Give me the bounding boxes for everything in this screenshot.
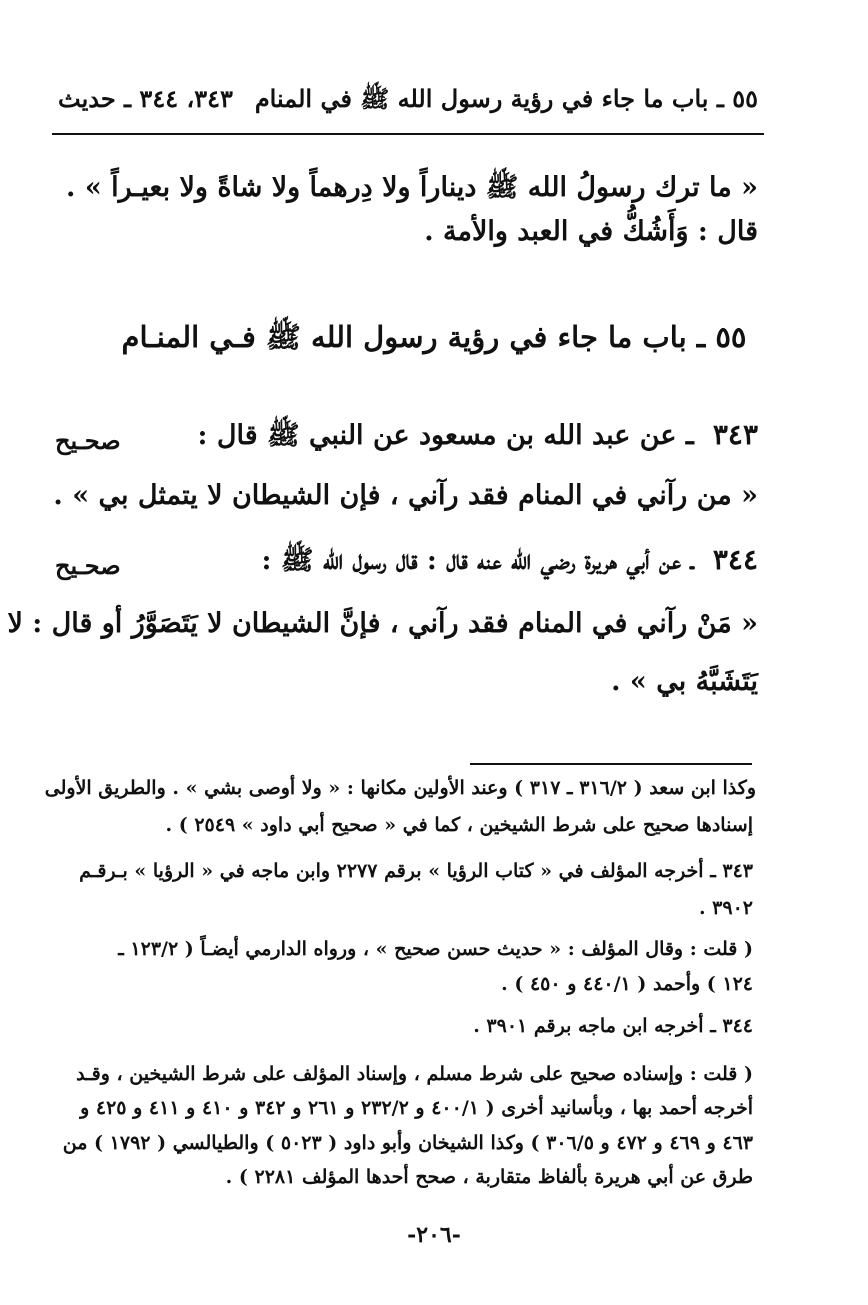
- footnote-line: ٤٦٣ و ٤٦٩ و ٤٧٢ و ٣٠٦/٥ ) وكذا الشيخان وأبو داود ( ٥٠٢٣ ) والطيالسي ( ١٧٩٢ ) من: [62, 1132, 753, 1154]
- hadith-number: ٣٤٣: [712, 418, 758, 451]
- hadith-intro: ـ عن أبي هريرة رضي الله عنه قال : قال رسول الله ﷺ :: [261, 545, 694, 576]
- footnote-line: طرق عن أبي هريرة بألفاظ متقاربة ، صحح أحدها المؤلف ٢٢٨١ ) .: [225, 1166, 753, 1188]
- page-number: -٢٠٦-: [407, 1222, 461, 1248]
- header-chapter-title: ٥٥ ـ باب ما جاء في رؤية رسول الله ﷺ في المنام: [254, 84, 758, 113]
- hadith-344-text-line-2: يَتَشَبَّهُ بي » .: [611, 666, 758, 697]
- chapter-title: ٥٥ ـ باب ما جاء في رؤية رسول الله ﷺ فـي المنـام: [121, 320, 747, 354]
- hadith-343-text: « من رآني في المنام فقد رآني ، فإن الشيطان لا يتمثل بي » .: [53, 480, 758, 511]
- footnote-line: ٣٩٠٢ .: [698, 897, 753, 919]
- footnote-line: وكذا ابن سعد ( ٣١٦/٢ ـ ٣١٧ ) وعند الأولين مكانها : « ولا أوصى بشي » . والطريق الأولى: [44, 777, 756, 799]
- continuation-line-2: قال : وَأَشُكُّ في العبد والأمة .: [424, 216, 758, 247]
- footnote-line: ( قلت : وقال المؤلف : « حديث حسن صحيح » ، ورواه الدارمي أيضـاً ( ١٢٣/٢ ـ: [118, 938, 753, 960]
- header-hadith-range: ٣٤٣، ٣٤٤ ـ حديث: [58, 84, 233, 113]
- footnote-line: ( قلت : وإسناده صحيح على شرط مسلم ، وإسناد المؤلف على شرط الشيخين ، وقـد: [76, 1063, 753, 1085]
- hadith-intro: ـ عن عبد الله بن مسعود عن النبي ﷺ قال :: [197, 420, 694, 451]
- footnote-line: أخرجه أحمد بها ، وبأسانيد أخرى ( ٤٠٠/١ و ٢٣٢/٢ و ٢٦١ و ٣٤٢ و ٤١٠ و ٤١١ و ٤٢٥ و: [80, 1097, 753, 1119]
- continuation-line-1: « ما ترك رسولُ الله ﷺ ديناراً ولا دِرهماً ولا شاةً ولا بعيـراً » .: [66, 172, 758, 203]
- hadith-number: ٣٤٤: [712, 543, 758, 576]
- footnote-line: ١٢٤ ) وأحمد ( ٤٤٠/١ و ٤٥٠ ) .: [501, 973, 753, 995]
- footnote-line: إسنادها صحيح على شرط الشيخين ، كما في « صحيح أبي داود » ٢٥٤٩ ) .: [165, 814, 753, 836]
- hadith-344-heading: [55, 543, 758, 583]
- hadith-grade: صحـيح: [55, 426, 121, 455]
- footnote-line: ٣٤٣ ـ أخرجه المؤلف في « كتاب الرؤيا » برقم ٢٢٧٧ وابن ماجه في « الرؤيا » بـرقـم: [79, 860, 753, 882]
- hadith-grade: صحـيح: [55, 551, 121, 580]
- header-rule: [52, 133, 764, 135]
- hadith-344-text-line-1: « مَنْ رآني في المنام فقد رآني ، فإنَّ الشيطان لا يَتَصَوَّرُ أو قال : لا: [7, 608, 758, 639]
- footnote-separator: [470, 763, 752, 765]
- footnote-line: ٣٤٤ ـ أخرجه ابن ماجه برقم ٣٩٠١ .: [473, 1015, 753, 1037]
- hadith-343-heading: [55, 418, 758, 458]
- running-header: [58, 84, 758, 124]
